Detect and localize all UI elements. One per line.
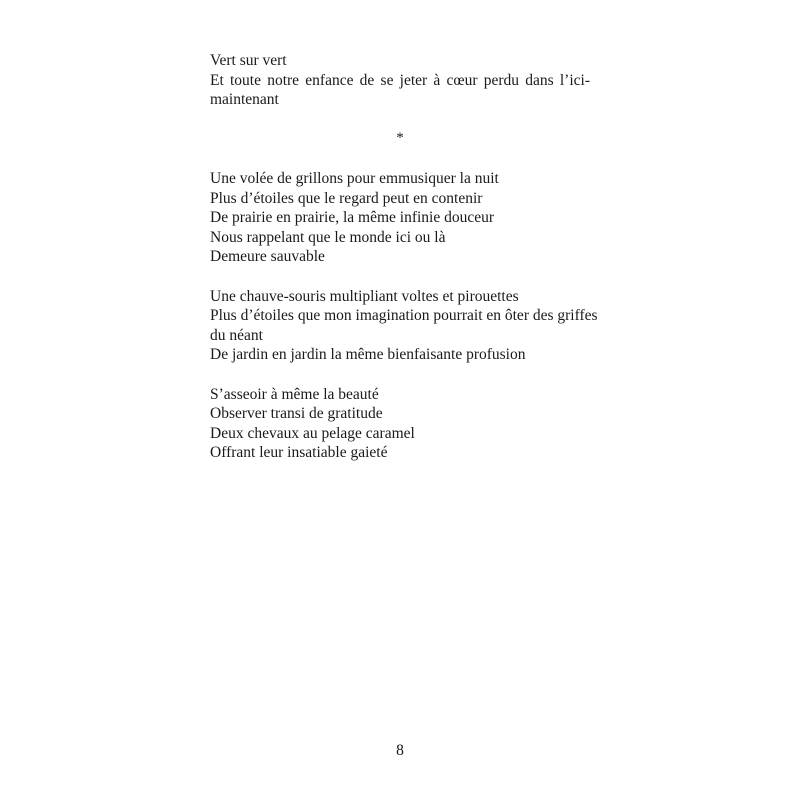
poem-line: Observer transi de gratitude [210,405,383,422]
poem-line: Nous rappelant que le monde ici ou là [210,228,446,246]
poem-line: Offrant leur insatiable gaieté [210,444,388,461]
poem-line: Une chauve-souris multipliant voltes et pirouettes [210,287,519,305]
opening-stanza [210,51,590,110]
poem-line: Plus d’étoiles que mon imagination pourrait en ôter des griffes [210,307,598,324]
poem-line: S’asseoir à même la beauté [210,385,379,403]
poem-line: du néant [210,326,263,344]
poem-line: Vert sur vert [210,52,287,69]
poem-text [210,51,598,483]
stanza-1 [210,169,590,267]
poem-line: maintenant [210,91,279,108]
poem-line: Demeure sauvable [210,248,325,265]
poem-line: De prairie en prairie, la même infinie douceur [210,209,495,226]
page-number: 8 [396,742,404,759]
poem-line: Deux chevaux au pelage caramel [210,424,415,442]
stanza-2 [210,287,598,365]
poem-line: Une volée de grillons pour emmusiquer la nuit [210,170,499,187]
poem-line: Plus d’étoiles que le regard peut en contenir [210,189,483,207]
section-separator: * [396,129,404,146]
poem-line: De jardin en jardin la même bienfaisante profusion [210,346,526,363]
stanza-3 [210,385,590,463]
poem-line: Et toute notre enfance de se jeter à cœur perdu dans l’ici- [210,71,590,89]
